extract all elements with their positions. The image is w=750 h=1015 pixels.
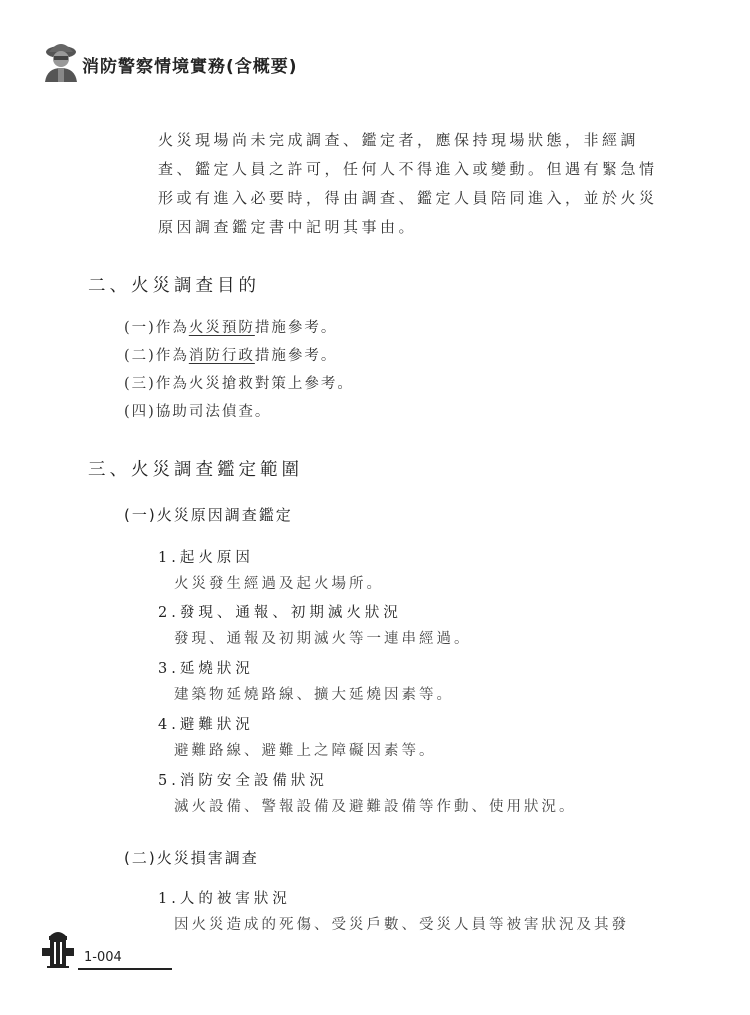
footer-divider: [78, 968, 172, 970]
page-header: [42, 38, 342, 82]
subsection-heading: (二)火災損害調查: [124, 849, 259, 867]
firefighter-icon: [42, 38, 80, 82]
subsection-heading: (一)火災原因調查鑑定: [124, 506, 293, 524]
item-underlined: 火災預防: [188, 320, 255, 336]
item-title: 1.起火原因: [158, 550, 254, 566]
item-title: 2.發現、通報、初期滅火狀況: [158, 605, 402, 621]
item-desc: 避難路線、避難上之障礙因素等。: [174, 743, 437, 759]
item-title: 1.人的被害狀況: [158, 891, 291, 907]
item-suffix: 措施參考。: [254, 320, 338, 336]
item-prefix: (三)作為火災搶救對策上參考。: [124, 376, 354, 392]
list-item: [124, 314, 354, 342]
intro-line: 查、鑑定人員之許可，任何人不得進入或變動。但遇有緊急情: [158, 160, 658, 178]
item-prefix: (一)作為: [124, 320, 189, 336]
item-suffix: 措施參考。: [254, 348, 338, 364]
item-title: 4.避難狀況: [158, 717, 254, 733]
item-underlined: 消防行政: [188, 348, 255, 364]
section-heading: 三、火災調查鑑定範圍: [88, 460, 303, 480]
item-title: 5.消防安全設備狀況: [158, 773, 328, 789]
list-item: [124, 398, 354, 426]
item-desc: 發現、通報及初期滅火等一連串經過。: [174, 631, 472, 647]
intro-line: 火災現場尚未完成調查、鑑定者，應保持現場狀態，非經調: [158, 131, 640, 149]
item-desc: 建築物延燒路線、擴大延燒因素等。: [174, 687, 454, 703]
page-number: 1-004: [84, 950, 122, 965]
item-desc: 滅火設備、警報設備及避難設備等作動、使用狀況。: [174, 799, 577, 815]
item-desc: 因火災造成的死傷、受災戶數、受災人員等被害狀況及其發: [174, 917, 629, 933]
purpose-list: [124, 314, 354, 426]
item-title: 3.延燒狀況: [158, 661, 254, 677]
intro-line: 形或有進入必要時，得由調查、鑑定人員陪同進入，並於火災: [158, 189, 658, 207]
item-desc: 火災發生經過及起火場所。: [174, 576, 384, 592]
fire-hydrant-icon: [40, 928, 76, 968]
item-prefix: (四)協助司法偵查。: [124, 404, 272, 420]
item-prefix: (二)作為: [124, 348, 189, 364]
page-header-title: 消防警察情境實務(含概要): [82, 57, 298, 77]
list-item: [124, 342, 354, 370]
page-footer: [40, 928, 140, 970]
section-heading: 二、火災調查目的: [88, 276, 260, 296]
list-item: [124, 370, 354, 398]
intro-paragraph: [158, 126, 668, 242]
intro-line: 原因調查鑑定書中記明其事由。: [158, 218, 418, 236]
